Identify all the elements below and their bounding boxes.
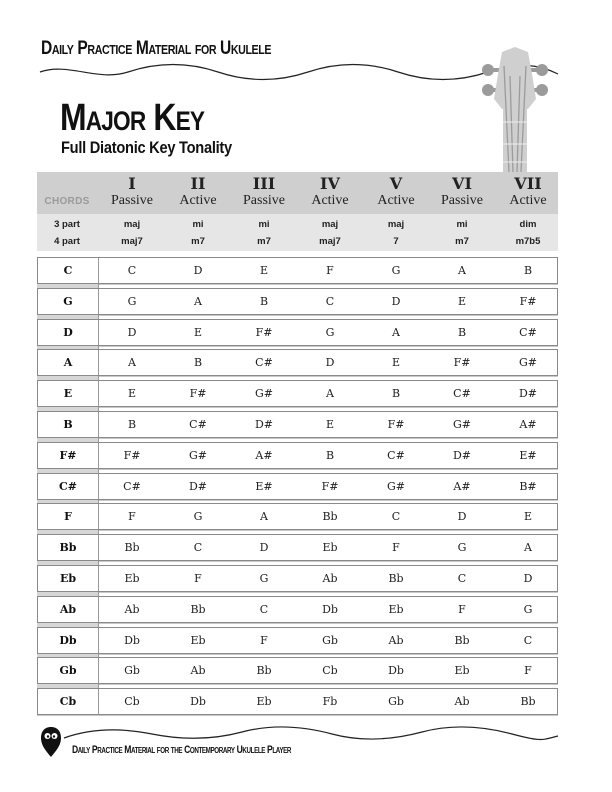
table-row <box>37 257 558 284</box>
chord-cell: Ab <box>124 603 140 616</box>
row-key: Ab <box>38 597 99 622</box>
four-part-chord-type: 7 <box>393 236 399 247</box>
degree-numeral: V <box>389 174 403 193</box>
chord-cell: D <box>391 295 401 308</box>
chord-cell: G# <box>386 480 405 493</box>
chord-cell: D# <box>452 449 472 462</box>
chord-cell: D# <box>518 387 538 400</box>
chord-cell: D# <box>188 480 208 493</box>
chord-cell: B <box>457 326 467 339</box>
degree-quality: Passive <box>441 193 483 208</box>
table-row <box>37 473 558 500</box>
chord-cell: Eb <box>190 634 206 647</box>
table-row <box>37 688 558 715</box>
chord-cell: G <box>193 510 203 523</box>
chord-cell: D <box>457 510 467 523</box>
degree-quality: Active <box>377 193 415 208</box>
chord-cell: G# <box>518 356 537 369</box>
chord-cell: Ab <box>388 634 404 647</box>
chord-cell: Gb <box>388 695 404 708</box>
chord-cell: Gb <box>322 634 338 647</box>
chord-cell: C# <box>255 356 273 369</box>
chord-cell: Bb <box>190 603 206 616</box>
chord-cell: A# <box>519 418 537 431</box>
chord-cell: Bb <box>256 664 272 677</box>
chord-cell: Ab <box>322 572 338 585</box>
footer-series-title: Daily Practice Material for the Contemporary Ukulele Player <box>72 744 291 756</box>
chord-cell: Eb <box>256 695 272 708</box>
chord-cell: D <box>193 264 203 277</box>
chord-cell: Cb <box>124 695 140 708</box>
four-part-chord-type: m7 <box>191 236 205 247</box>
degree-header <box>297 175 363 209</box>
chord-cell: C <box>259 603 269 616</box>
chord-cell: Fb <box>322 695 338 708</box>
chord-cell: C <box>391 510 401 523</box>
chord-cell: G <box>523 603 533 616</box>
row-key: Gb <box>38 658 99 683</box>
row-key: D <box>38 320 99 345</box>
chord-cell: C <box>127 264 137 277</box>
row-key: C <box>38 258 99 283</box>
chord-cell: Eb <box>124 572 140 585</box>
chord-cell: Bb <box>520 695 536 708</box>
four-part-chord-type: maj7 <box>121 236 143 247</box>
four-part-label: 4 part <box>54 236 80 247</box>
degree-numeral: IV <box>320 174 340 193</box>
four-part-chord-type: m7b5 <box>515 236 541 247</box>
page-subtitle: Full Diatonic Key Tonality <box>61 138 232 157</box>
table-row <box>37 657 558 684</box>
chord-cell: D <box>259 541 269 554</box>
degree-quality: Active <box>311 193 349 208</box>
chord-cell: B <box>127 418 137 431</box>
four-part-chord-type: m7 <box>455 236 469 247</box>
chord-cell: D <box>523 572 533 585</box>
table-row <box>37 288 558 315</box>
chord-cell: Bb <box>322 510 338 523</box>
chord-cell: C# <box>123 480 141 493</box>
chord-cell: A <box>524 541 532 554</box>
chord-cell: Eb <box>322 541 338 554</box>
chord-cell: F <box>458 603 466 616</box>
chord-cell: E <box>325 418 335 431</box>
four-part-chord-type: m7 <box>257 236 271 247</box>
chord-cell: C <box>523 634 533 647</box>
chord-cell: A# <box>453 480 471 493</box>
chord-cell: B <box>391 387 401 400</box>
row-key: Eb <box>38 566 99 591</box>
chord-cell: E <box>193 326 203 339</box>
chord-cell: C# <box>189 418 207 431</box>
degree-quality: Passive <box>111 193 153 208</box>
three-part-chord-type: mi <box>192 219 204 230</box>
chord-cell: B <box>259 295 269 308</box>
degree-header <box>495 175 561 209</box>
chord-cell: F# <box>387 418 405 431</box>
chord-cell: F <box>524 664 532 677</box>
three-part-chord-type: dim <box>519 219 537 230</box>
chord-cell: G <box>391 264 401 277</box>
chord-cell: G# <box>452 418 471 431</box>
three-part-chord-type: maj <box>321 219 339 230</box>
chord-cell: G# <box>254 387 273 400</box>
table-row <box>37 534 558 561</box>
chord-cell: A# <box>255 449 273 462</box>
chords-corner-label: CHORDS <box>44 196 90 207</box>
chord-cell: Db <box>322 603 338 616</box>
chord-cell: D# <box>254 418 274 431</box>
chord-cell: D <box>325 356 335 369</box>
chord-cell: E# <box>255 480 273 493</box>
three-part-chord-type: maj <box>123 219 141 230</box>
degree-numeral: VI <box>452 174 472 193</box>
chord-cell: Gb <box>124 664 140 677</box>
chord-cell: Eb <box>454 664 470 677</box>
table-row <box>37 627 558 654</box>
chord-cell: Db <box>388 664 404 677</box>
chord-cell: G <box>325 326 335 339</box>
row-key: G <box>38 289 99 314</box>
chord-cell: C# <box>519 326 537 339</box>
table-row <box>37 380 558 407</box>
row-key: Db <box>38 628 99 653</box>
row-key: A <box>38 350 99 375</box>
chord-cell: Bb <box>454 634 470 647</box>
chord-cell: A <box>392 326 400 339</box>
chord-cell: G <box>457 541 467 554</box>
chord-cell: F <box>128 510 136 523</box>
chord-cell: F <box>194 572 202 585</box>
four-part-chord-type: maj7 <box>319 236 341 247</box>
chord-cell: B <box>523 264 533 277</box>
chord-cell: D <box>127 326 137 339</box>
degree-quality: Passive <box>243 193 285 208</box>
chord-cell: Db <box>190 695 206 708</box>
row-key: F# <box>38 443 99 468</box>
degree-numeral: VII <box>514 174 542 193</box>
row-key: F <box>38 504 99 529</box>
chord-cell: Bb <box>124 541 140 554</box>
series-title: Daily Practice Material for Ukulele <box>41 38 272 59</box>
degree-header <box>99 175 165 209</box>
chord-cell: A <box>260 510 268 523</box>
table-row <box>37 503 558 530</box>
chord-cell: F# <box>189 387 207 400</box>
chord-cell: A <box>128 356 136 369</box>
chord-cell: C <box>457 572 467 585</box>
table-row <box>37 349 558 376</box>
page-title: Major Key <box>60 97 205 139</box>
wavy-divider-bottom <box>62 724 560 744</box>
chord-cell: E <box>523 510 533 523</box>
chord-cell: F# <box>519 295 537 308</box>
chord-cell: E# <box>519 449 537 462</box>
chord-cell: A <box>326 387 334 400</box>
row-key: Cb <box>38 689 99 714</box>
chord-cell: Ab <box>454 695 470 708</box>
degree-numeral: II <box>190 174 206 193</box>
chord-cell: G# <box>188 449 207 462</box>
chord-cell: C# <box>453 387 471 400</box>
chord-cell: G <box>259 572 269 585</box>
degree-numeral: III <box>252 174 276 193</box>
degree-header <box>429 175 495 209</box>
chord-cell: Bb <box>388 572 404 585</box>
chord-cell: E <box>259 264 269 277</box>
degree-quality: Active <box>179 193 217 208</box>
chord-cell: A <box>194 295 202 308</box>
table-row <box>37 565 558 592</box>
chord-cell: B# <box>519 480 537 493</box>
table-row <box>37 411 558 438</box>
chord-cell: F <box>260 634 268 647</box>
degree-header <box>165 175 231 209</box>
row-key: C# <box>38 474 99 499</box>
chord-cell: A <box>458 264 466 277</box>
row-key: B <box>38 412 99 437</box>
chord-cell: F <box>326 264 334 277</box>
chord-cell: C <box>193 541 203 554</box>
three-part-chord-type: mi <box>456 219 468 230</box>
degree-header <box>363 175 429 209</box>
mascot-logo-icon <box>40 726 62 758</box>
table-row <box>37 442 558 469</box>
chord-cell: F# <box>321 480 339 493</box>
row-key: Bb <box>38 535 99 560</box>
chord-cell: F <box>392 541 400 554</box>
chord-cell: Ab <box>190 664 206 677</box>
three-part-chord-type: mi <box>258 219 270 230</box>
chord-cell: E <box>457 295 467 308</box>
table-row <box>37 596 558 623</box>
chord-cell: Eb <box>388 603 404 616</box>
degree-quality: Active <box>509 193 547 208</box>
three-part-label: 3 part <box>54 219 80 230</box>
row-key: E <box>38 381 99 406</box>
degree-header <box>231 175 297 209</box>
chord-cell: F# <box>453 356 471 369</box>
chord-cell: B <box>325 449 335 462</box>
chord-cell: B <box>193 356 203 369</box>
chord-cell: C# <box>387 449 405 462</box>
ukulele-headstock-icon <box>480 44 550 172</box>
table-row <box>37 319 558 346</box>
degree-numeral: I <box>128 174 136 193</box>
chord-cell: C <box>325 295 335 308</box>
chord-cell: E <box>127 387 137 400</box>
chord-cell: E <box>391 356 401 369</box>
chord-cell: F# <box>123 449 141 462</box>
three-part-chord-type: maj <box>387 219 405 230</box>
chord-cell: Cb <box>322 664 338 677</box>
chord-cell: G <box>127 295 137 308</box>
chord-cell: F# <box>255 326 273 339</box>
chord-cell: Db <box>124 634 140 647</box>
